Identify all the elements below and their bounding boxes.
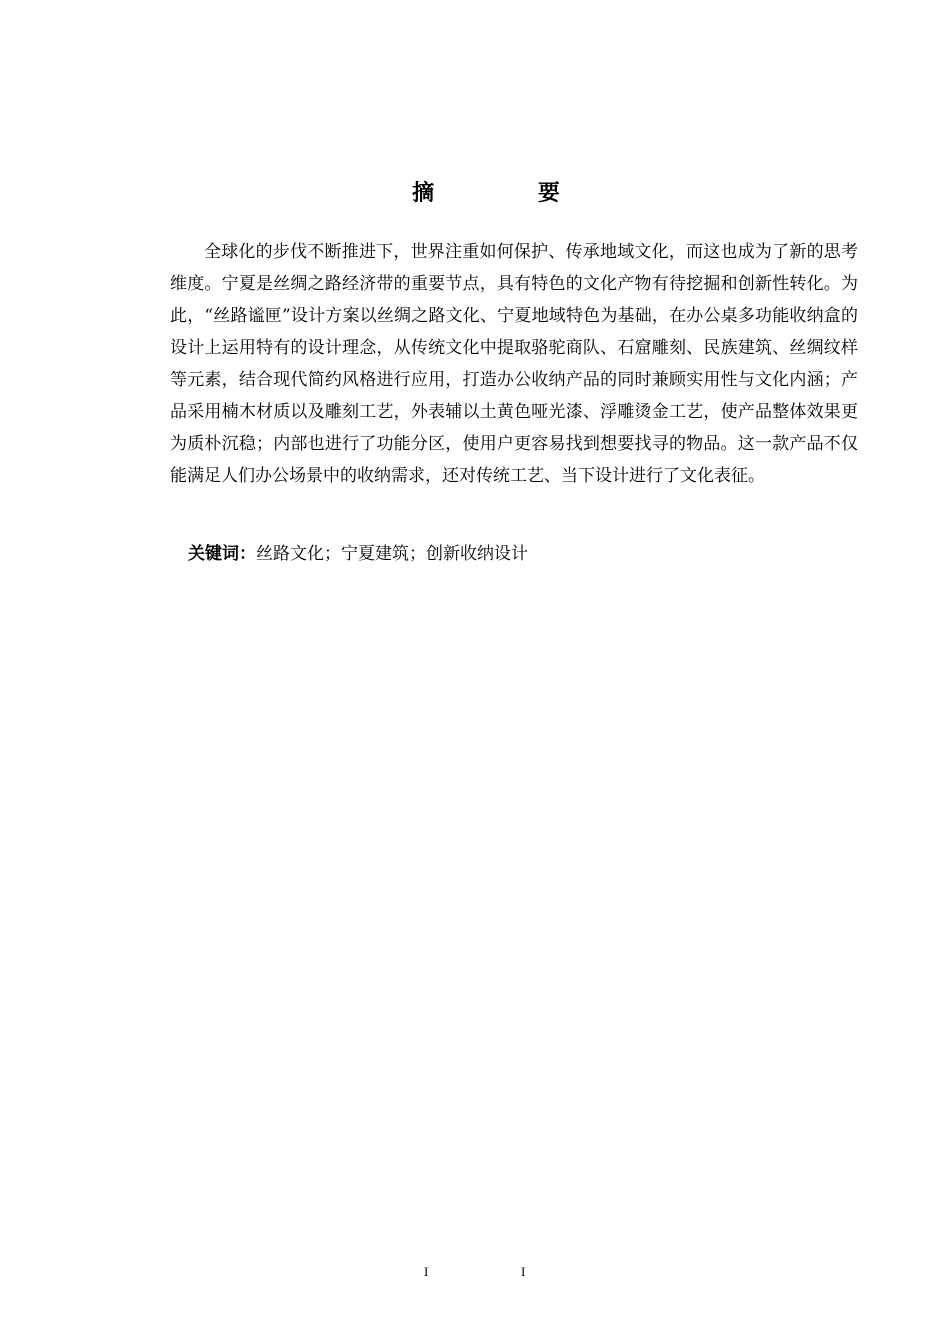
abstract-body: 全球化的步伐不断推进下，世界注重如何保护、传承地域文化，而这也成为了新的思考维度。宁夏是丝绸之路经济带的重要节点，具有特色的文化产物有待挖掘和创新性转化。为此，“丝路谧匣”设计方案以丝绸之路文化、宁夏地域特色为基础，在办公桌多功能收纳盒的设计上运用特有的设计理念，从传统文化中提取骆驼商队、石窟雕刻、民族建筑、丝绸纹样等元素，结合现代简约风格进行应用，打造办公收纳产品的同时兼顾实用性与文化内涵；产品采用楠木材质以及雕刻工艺，外表辅以土黄色哑光漆、浮雕烫金工艺，使产品整体效果更为质朴沉稳；内部也进行了功能分区，使用户更容易找到想要找寻的物品。这一款产品不仅能满足人们办公场景中的收纳需求，还对传统工艺、当下设计进行了文化表征。 <box>170 242 858 486</box>
page-number-right: I <box>521 1264 526 1279</box>
keywords-line <box>188 538 858 570</box>
keywords-text: 丝路文化；宁夏建筑；创新收纳设计 <box>256 544 528 564</box>
keywords-label: 关键词： <box>188 544 256 564</box>
abstract-title: 摘 要 <box>412 181 608 206</box>
page-footer <box>0 1264 950 1284</box>
page-number-left: I <box>424 1264 429 1279</box>
